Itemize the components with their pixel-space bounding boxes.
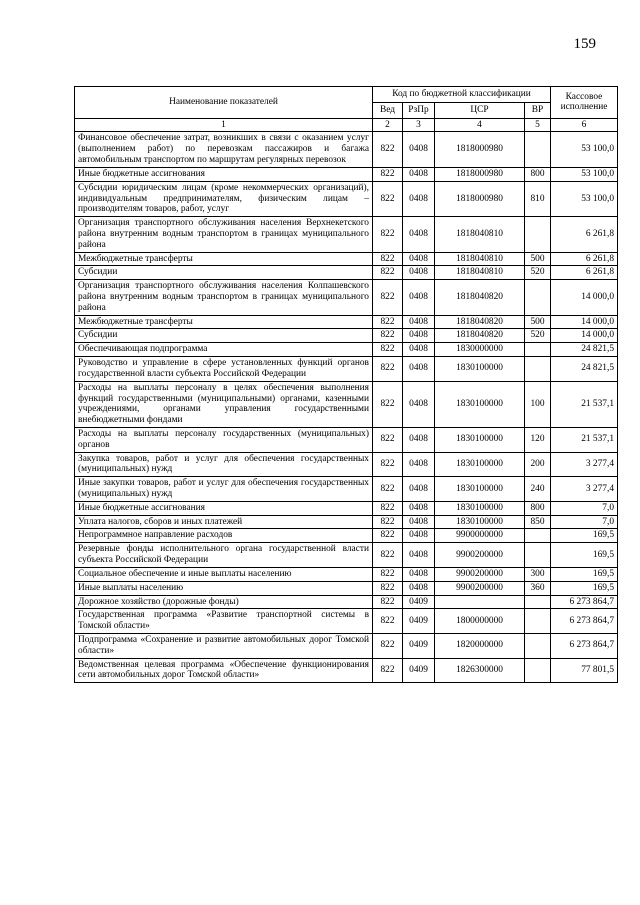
row-csr: 1818000980	[435, 181, 525, 216]
table-row	[75, 343, 618, 357]
column-number: 4	[435, 118, 525, 132]
row-name: Руководство и управление в сфере установленных функций органов государственной власти субъекта Российской Федерации	[75, 357, 373, 382]
row-ved: 822	[373, 266, 403, 280]
row-name: Субсидии юридическим лицам (кроме некоммерческих организаций), индивидуальным предпринимателям, физическим лицам – производителям товаров, работ, услуг	[75, 181, 373, 216]
row-rzpr: 0408	[403, 217, 435, 252]
row-csr: 9900000000	[435, 529, 525, 543]
table-row	[75, 581, 618, 595]
row-vr	[525, 217, 551, 252]
column-number: 2	[373, 118, 403, 132]
column-number: 3	[403, 118, 435, 132]
table-row	[75, 132, 618, 167]
row-vr: 240	[525, 477, 551, 502]
table-row	[75, 329, 618, 343]
header-ved: Вед	[373, 102, 403, 118]
header-name: Наименование показателей	[75, 87, 373, 119]
header-amount: Кассовое исполнение	[551, 87, 618, 119]
row-rzpr: 0408	[403, 477, 435, 502]
row-csr: 1818040820	[435, 315, 525, 329]
column-number: 1	[75, 118, 373, 132]
row-ved: 822	[373, 132, 403, 167]
row-csr: 9900200000	[435, 543, 525, 568]
table-row	[75, 658, 618, 683]
row-name: Дорожное хозяйство (дорожные фонды)	[75, 595, 373, 609]
row-ved: 822	[373, 381, 403, 427]
row-rzpr: 0408	[403, 329, 435, 343]
row-amount: 3 277,4	[551, 477, 618, 502]
table-row	[75, 381, 618, 427]
row-name: Непрограммное направление расходов	[75, 529, 373, 543]
row-csr: 1830100000	[435, 427, 525, 452]
row-ved: 822	[373, 501, 403, 515]
row-name: Субсидии	[75, 329, 373, 343]
page-number: 159	[573, 36, 596, 52]
row-name: Расходы на выплаты персоналу государственных (муниципальных) органов	[75, 427, 373, 452]
row-ved: 822	[373, 581, 403, 595]
row-amount: 21 537,1	[551, 427, 618, 452]
row-csr: 9900200000	[435, 581, 525, 595]
row-csr: 1830100000	[435, 477, 525, 502]
row-name: Межбюджетные трансферты	[75, 315, 373, 329]
row-ved: 822	[373, 329, 403, 343]
row-vr: 120	[525, 427, 551, 452]
row-vr	[525, 280, 551, 315]
row-name: Организация транспортного обслуживания населения Колпашевского района внутренним водным транспортом в границах муниципального района	[75, 280, 373, 315]
row-ved: 822	[373, 567, 403, 581]
row-ved: 822	[373, 609, 403, 634]
row-vr	[525, 529, 551, 543]
row-csr: 1830000000	[435, 343, 525, 357]
table-row	[75, 252, 618, 266]
row-vr: 800	[525, 167, 551, 181]
row-name: Закупка товаров, работ и услуг для обеспечения государственных (муниципальных) нужд	[75, 452, 373, 477]
row-vr: 200	[525, 452, 551, 477]
row-rzpr: 0408	[403, 581, 435, 595]
row-amount: 24 821,5	[551, 357, 618, 382]
row-amount: 53 100,0	[551, 132, 618, 167]
row-amount: 6 261,8	[551, 252, 618, 266]
table-row	[75, 181, 618, 216]
row-amount: 53 100,0	[551, 181, 618, 216]
row-amount: 24 821,5	[551, 343, 618, 357]
row-amount: 6 273 864,7	[551, 633, 618, 658]
row-ved: 822	[373, 280, 403, 315]
table-row	[75, 452, 618, 477]
row-rzpr: 0408	[403, 427, 435, 452]
row-amount: 53 100,0	[551, 167, 618, 181]
row-csr: 1818000980	[435, 132, 525, 167]
row-vr: 850	[525, 515, 551, 529]
row-name: Уплата налогов, сборов и иных платежей	[75, 515, 373, 529]
row-rzpr: 0409	[403, 658, 435, 683]
row-vr	[525, 543, 551, 568]
row-csr: 1826300000	[435, 658, 525, 683]
table-row	[75, 357, 618, 382]
row-ved: 822	[373, 217, 403, 252]
row-name: Резервные фонды исполнительного органа государственной власти субъекта Российской Федерации	[75, 543, 373, 568]
row-vr: 520	[525, 266, 551, 280]
header-rzpr: РзПр	[403, 102, 435, 118]
row-name: Обеспечивающая подпрограмма	[75, 343, 373, 357]
row-amount: 14 000,0	[551, 315, 618, 329]
row-amount: 6 261,8	[551, 217, 618, 252]
row-ved: 822	[373, 633, 403, 658]
row-vr: 100	[525, 381, 551, 427]
row-rzpr: 0409	[403, 595, 435, 609]
row-rzpr: 0409	[403, 633, 435, 658]
row-rzpr: 0408	[403, 529, 435, 543]
row-rzpr: 0408	[403, 167, 435, 181]
row-csr	[435, 595, 525, 609]
row-csr: 9900200000	[435, 567, 525, 581]
row-vr: 520	[525, 329, 551, 343]
row-amount: 3 277,4	[551, 452, 618, 477]
row-vr	[525, 658, 551, 683]
row-rzpr: 0408	[403, 181, 435, 216]
row-rzpr: 0408	[403, 132, 435, 167]
row-csr: 1830100000	[435, 452, 525, 477]
header-vr: ВР	[525, 102, 551, 118]
row-amount: 169,5	[551, 581, 618, 595]
row-csr: 1818040820	[435, 280, 525, 315]
table-row	[75, 595, 618, 609]
row-vr	[525, 609, 551, 634]
row-amount: 6 261,8	[551, 266, 618, 280]
row-amount: 169,5	[551, 567, 618, 581]
row-amount: 169,5	[551, 543, 618, 568]
row-name: Иные бюджетные ассигнования	[75, 167, 373, 181]
row-vr	[525, 343, 551, 357]
header-code-group: Код по бюджетной классификации	[373, 87, 551, 103]
row-vr	[525, 357, 551, 382]
row-amount: 7,0	[551, 515, 618, 529]
column-number: 5	[525, 118, 551, 132]
row-amount: 6 273 864,7	[551, 595, 618, 609]
row-name: Иные закупки товаров, работ и услуг для обеспечения государственных (муниципальных) нужд	[75, 477, 373, 502]
table-row	[75, 515, 618, 529]
row-rzpr: 0408	[403, 567, 435, 581]
row-ved: 822	[373, 343, 403, 357]
row-ved: 822	[373, 543, 403, 568]
row-name: Иные бюджетные ассигнования	[75, 501, 373, 515]
budget-table	[74, 86, 618, 683]
row-name: Расходы на выплаты персоналу в целях обеспечения выполнения функций государственными (муниципальными) органами, казенными учреждениями, органами управления государственными внебюджетными фондами	[75, 381, 373, 427]
row-vr: 500	[525, 315, 551, 329]
table-row	[75, 266, 618, 280]
row-csr: 1818040810	[435, 217, 525, 252]
row-vr: 810	[525, 181, 551, 216]
row-rzpr: 0408	[403, 452, 435, 477]
row-ved: 822	[373, 529, 403, 543]
row-name: Иные выплаты населению	[75, 581, 373, 595]
row-name: Организация транспортного обслуживания населения Верхнекетского района внутренним водным транспортом в границах муниципального района	[75, 217, 373, 252]
row-ved: 822	[373, 515, 403, 529]
table-row	[75, 529, 618, 543]
row-amount: 21 537,1	[551, 381, 618, 427]
column-number: 6	[551, 118, 618, 132]
row-ved: 822	[373, 477, 403, 502]
row-rzpr: 0408	[403, 266, 435, 280]
table-row	[75, 280, 618, 315]
table-row	[75, 633, 618, 658]
row-csr: 1820000000	[435, 633, 525, 658]
table-row	[75, 427, 618, 452]
row-name: Социальное обеспечение и иные выплаты населению	[75, 567, 373, 581]
row-name: Государственная программа «Развитие транспортной системы в Томской области»	[75, 609, 373, 634]
row-csr: 1818000980	[435, 167, 525, 181]
table-row	[75, 315, 618, 329]
row-csr: 1830100000	[435, 501, 525, 515]
row-csr: 1818040820	[435, 329, 525, 343]
row-rzpr: 0408	[403, 315, 435, 329]
row-ved: 822	[373, 252, 403, 266]
row-name: Субсидии	[75, 266, 373, 280]
row-amount: 7,0	[551, 501, 618, 515]
row-rzpr: 0408	[403, 515, 435, 529]
row-rzpr: 0408	[403, 357, 435, 382]
row-csr: 1830100000	[435, 357, 525, 382]
row-ved: 822	[373, 452, 403, 477]
row-rzpr: 0408	[403, 381, 435, 427]
row-rzpr: 0409	[403, 609, 435, 634]
table-row	[75, 167, 618, 181]
row-ved: 822	[373, 181, 403, 216]
row-vr	[525, 132, 551, 167]
row-name: Ведомственная целевая программа «Обеспечение функционирования сети автомобильных дорог Томской области»	[75, 658, 373, 683]
row-rzpr: 0408	[403, 501, 435, 515]
row-vr: 300	[525, 567, 551, 581]
row-ved: 822	[373, 658, 403, 683]
table-row	[75, 477, 618, 502]
table-row	[75, 501, 618, 515]
table-row	[75, 567, 618, 581]
table-row	[75, 217, 618, 252]
row-vr: 360	[525, 581, 551, 595]
row-vr	[525, 633, 551, 658]
row-ved: 822	[373, 595, 403, 609]
row-name: Подпрограмма «Сохранение и развитие автомобильных дорог Томской области»	[75, 633, 373, 658]
row-rzpr: 0408	[403, 543, 435, 568]
header-row	[75, 87, 618, 103]
row-csr: 1818040810	[435, 266, 525, 280]
row-csr: 1830100000	[435, 381, 525, 427]
row-vr: 800	[525, 501, 551, 515]
row-amount: 169,5	[551, 529, 618, 543]
row-rzpr: 0408	[403, 343, 435, 357]
row-amount: 6 273 864,7	[551, 609, 618, 634]
row-amount: 77 801,5	[551, 658, 618, 683]
row-csr: 1800000000	[435, 609, 525, 634]
row-csr: 1830100000	[435, 515, 525, 529]
row-ved: 822	[373, 357, 403, 382]
column-number-row	[75, 118, 618, 132]
row-amount: 14 000,0	[551, 329, 618, 343]
table-row	[75, 543, 618, 568]
row-csr: 1818040810	[435, 252, 525, 266]
row-ved: 822	[373, 427, 403, 452]
table-row	[75, 609, 618, 634]
row-name: Финансовое обеспечение затрат, возникших в связи с оказанием услуг (выполнением работ) по перевозкам пассажиров и багажа автомобильным транспортом по маршрутам регулярных перевозок	[75, 132, 373, 167]
row-vr: 500	[525, 252, 551, 266]
header-csr: ЦСР	[435, 102, 525, 118]
row-name: Межбюджетные трансферты	[75, 252, 373, 266]
row-rzpr: 0408	[403, 252, 435, 266]
row-ved: 822	[373, 315, 403, 329]
row-amount: 14 000,0	[551, 280, 618, 315]
row-ved: 822	[373, 167, 403, 181]
row-rzpr: 0408	[403, 280, 435, 315]
row-vr	[525, 595, 551, 609]
